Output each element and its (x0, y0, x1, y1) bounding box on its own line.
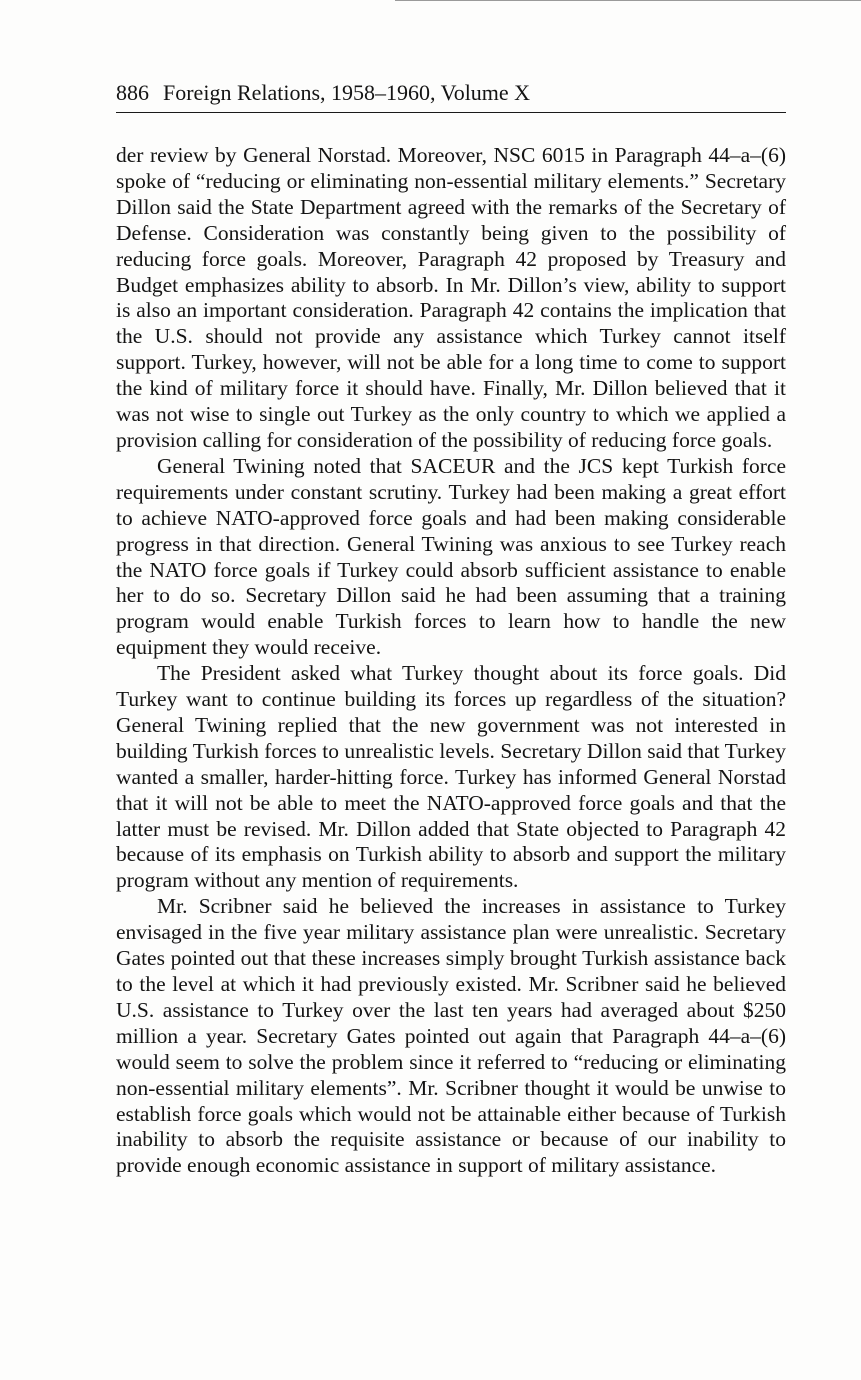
page-number: 886 (116, 80, 149, 105)
paragraph-continued: der review by General Norstad. Moreover, NSC 6015 in Paragraph 44–a–(6) spoke of “reducing or eliminating non-essential military elements.” Secretary Dillon said the State Department agreed with the remarks of the Secretary of Defense. Consideration was constantly being given to the possibility of reducing force goals. Moreover, Paragraph 42 proposed by Treasury and Budget emphasizes ability to absorb. In Mr. Dillon’s view, ability to support is also an important consideration. Paragraph 42 contains the implication that the U.S. should not provide any assistance which Turkey cannot itself support. Turkey, however, will not be able for a long time to come to support the kind of military force it should have. Finally, Mr. Dillon believed that it was not wise to single out Turkey as the only country to which we applied a provision calling for consideration of the possibility of reducing force goals. (116, 143, 786, 452)
top-edge-rule (395, 0, 861, 1)
paragraph-president: The President asked what Turkey thought about its force goals. Did Turkey want to continue building its forces up regardless of the situation? General Twining replied that the new government was not interested in building Turkish forces to unrealistic levels. Secretary Dillon said that Turkey wanted a smaller, harder-hitting force. Turkey has informed General Norstad that it will not be able to meet the NATO-approved force goals and that the latter must be revised. Mr. Dillon added that State objected to Paragraph 42 because of its emphasis on Turkish ability to absorb and support the military program without any mention of requirements. (116, 661, 786, 893)
running-title: Foreign Relations, 1958–1960, Volume X (163, 80, 531, 105)
body-text (116, 143, 786, 1179)
document-page (116, 78, 786, 1179)
paragraph-twining: General Twining noted that SACEUR and the JCS kept Turkish force requirements under constant scrutiny. Turkey had been making a great effort to achieve NATO-approved force goals and had been making considerable progress in that direction. General Twining was anxious to see Turkey reach the NATO force goals if Turkey could absorb sufficient assistance to enable her to do so. Secretary Dillon said he had been assuming that a training program would enable Turkish forces to learn how to handle the new equipment they would receive. (116, 453, 786, 660)
running-head (116, 78, 786, 113)
paragraph-scribner: Mr. Scribner said he believed the increases in assistance to Turkey envisaged in the five year military assistance plan were unrealistic. Secretary Gates pointed out that these increases simply brought Turkish assistance back to the level at which it had previously existed. Mr. Scribner said he believed U.S. assistance to Turkey over the last ten years had averaged about $250 million a year. Secretary Gates pointed out again that Paragraph 44–a–(6) would seem to solve the problem since it referred to “reducing or eliminating non-essential military elements”. Mr. Scribner thought it would be unwise to establish force goals which would not be attainable either because of Turkish inability to absorb the requisite assistance or because of our inability to provide enough economic assistance in support of military assistance. (116, 894, 786, 1178)
